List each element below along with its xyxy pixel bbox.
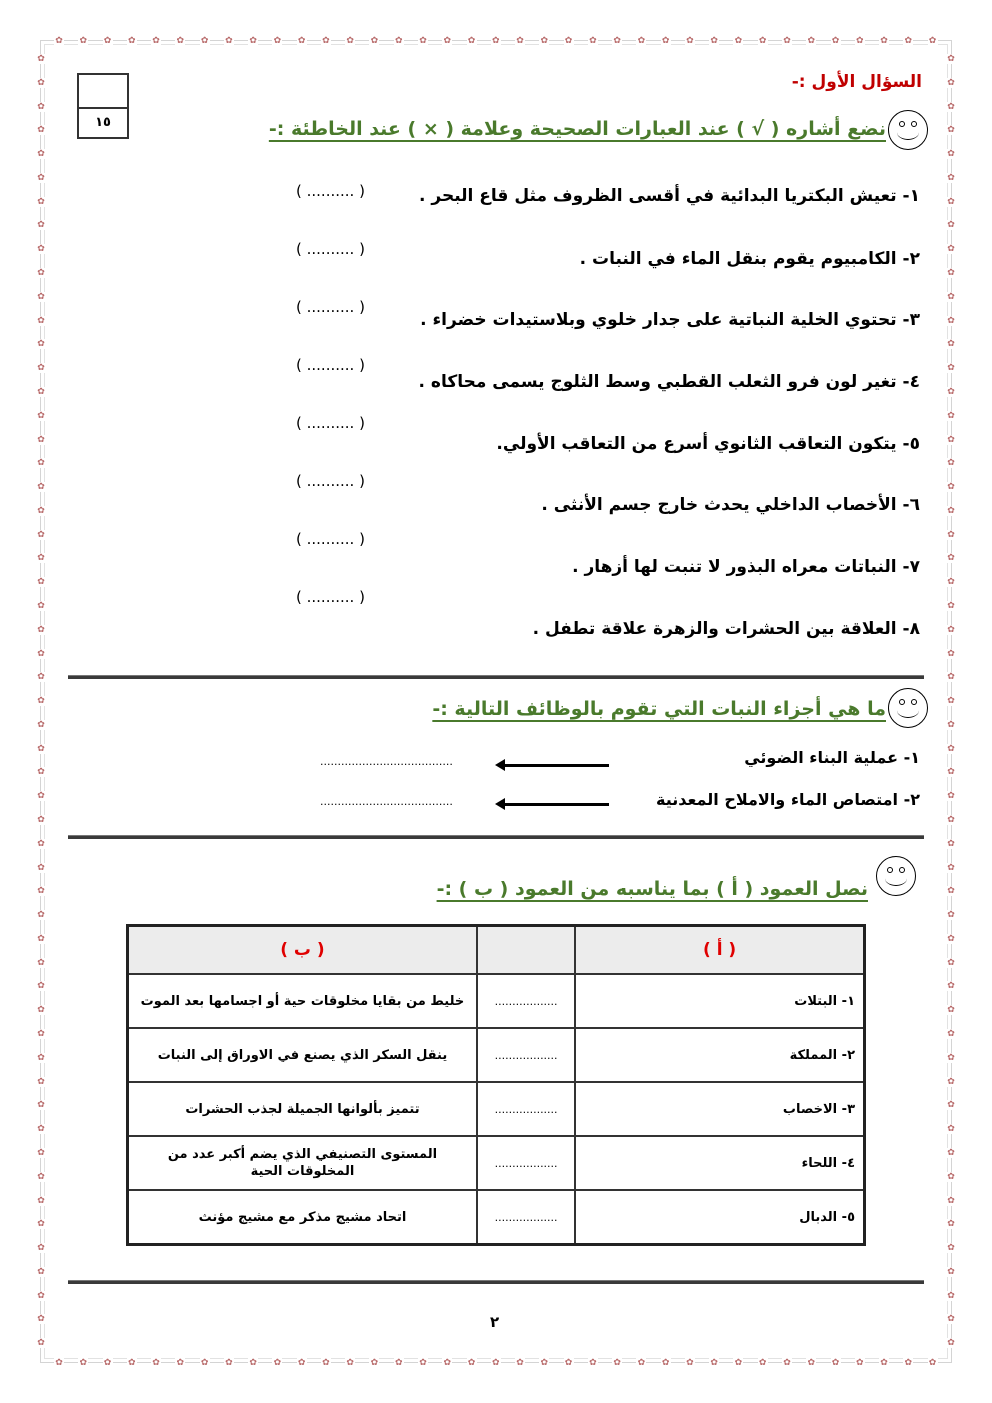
border-ornament-icon: ✿ [128, 36, 136, 46]
border-ornaments-top [54, 36, 938, 46]
border-ornament-icon: ✿ [37, 719, 45, 730]
column-a-header: ( أ ) [575, 926, 864, 975]
border-ornament-icon: ✿ [540, 36, 549, 46]
border-ornament-icon: ✿ [200, 36, 209, 46]
border-ornament-icon: ✿ [807, 1358, 815, 1368]
border-ornament-icon: ✿ [55, 36, 63, 46]
column-answer-header [477, 926, 575, 975]
column-a-cell: ٥- الدبال [575, 1190, 864, 1245]
border-ornament-icon: ✿ [467, 1358, 476, 1368]
border-ornament-icon: ✿ [686, 36, 694, 46]
border-ornament-icon: ✿ [947, 1243, 955, 1254]
statement-4: ٤- تغير لون فرو الثعلب القطبي وسط الثلوج يسمى محاكاه . [418, 372, 920, 392]
border-ornament-icon: ✿ [613, 36, 621, 46]
border-ornament-icon: ✿ [947, 1266, 955, 1277]
border-ornament-icon: ✿ [589, 1358, 597, 1368]
border-ornament-icon: ✿ [249, 1358, 257, 1368]
section3-heading: نصل العمود ( أ ) بما يناسبه من العمود ( ب ) :- [436, 878, 868, 900]
section-divider [68, 675, 924, 679]
border-ornament-icon: ✿ [37, 553, 45, 564]
border-ornament-icon: ✿ [947, 529, 955, 540]
border-ornament-icon: ✿ [37, 696, 45, 707]
border-ornament-icon: ✿ [394, 36, 403, 46]
answer-blank-cell[interactable]: .................. [477, 1190, 575, 1245]
statement-7: ٧- النباتات معراه البذور لا تنبت لها أزهار . [572, 557, 920, 577]
border-ornament-icon: ✿ [37, 1005, 45, 1016]
border-ornament-icon: ✿ [947, 910, 955, 921]
border-ornament-icon: ✿ [419, 36, 427, 46]
border-ornament-icon: ✿ [516, 36, 524, 46]
border-ornament-icon: ✿ [37, 149, 45, 160]
border-ornament-icon: ✿ [37, 1147, 45, 1158]
border-ornament-icon: ✿ [947, 101, 955, 112]
border-ornament-icon: ✿ [589, 36, 597, 46]
question-title: السؤال الأول :- [791, 72, 922, 92]
border-ornament-icon: ✿ [37, 268, 45, 279]
border-ornament-icon: ✿ [540, 1358, 549, 1368]
border-ornament-icon: ✿ [37, 743, 45, 754]
column-b-cell: ينقل السكر الذي يصنع في الاوراق إلى النبات [128, 1028, 477, 1082]
border-ornament-icon: ✿ [225, 1358, 233, 1368]
border-ornament-icon: ✿ [37, 363, 45, 374]
border-ornament-icon: ✿ [947, 600, 955, 611]
border-ornament-icon: ✿ [947, 434, 955, 445]
answer-blank-6[interactable]: ( .......... ) [296, 472, 365, 490]
border-ornament-icon: ✿ [37, 838, 45, 849]
border-ornament-icon: ✿ [79, 36, 88, 46]
border-ornament-icon: ✿ [103, 36, 112, 46]
border-ornament-icon: ✿ [322, 1358, 330, 1368]
border-ornament-icon: ✿ [564, 1358, 573, 1368]
border-ornament-icon: ✿ [516, 1358, 524, 1368]
border-ornament-icon: ✿ [443, 1358, 452, 1368]
border-ornament-icon: ✿ [831, 36, 840, 46]
border-ornament-icon: ✿ [831, 1358, 840, 1368]
border-ornament-icon: ✿ [947, 196, 955, 207]
answer-blank-cell[interactable]: .................. [477, 1136, 575, 1190]
table-row [128, 1028, 865, 1082]
border-ornament-icon: ✿ [661, 1358, 670, 1368]
border-ornament-icon: ✿ [37, 125, 45, 136]
answer-blank-1[interactable]: ( .......... ) [296, 182, 365, 200]
border-ornament-icon: ✿ [37, 339, 45, 350]
smiley-face-icon [888, 110, 928, 150]
border-ornament-icon: ✿ [947, 577, 955, 588]
border-ornament-icon: ✿ [947, 315, 955, 326]
column-b-cell: خليط من بقايا مخلوقات حية أو اجسامها بعد الموت [128, 974, 477, 1028]
border-ornament-icon: ✿ [947, 1171, 955, 1182]
border-ornament-icon: ✿ [37, 767, 45, 778]
answer-blank-2[interactable]: ( .......... ) [296, 240, 365, 258]
border-ornament-icon: ✿ [37, 815, 45, 825]
column-b-cell: اتحاد مشيج مذكر مع مشيج مؤنث [128, 1190, 477, 1245]
border-ornament-icon: ✿ [492, 36, 500, 46]
border-ornament-icon: ✿ [947, 838, 955, 849]
border-ornament-icon: ✿ [37, 244, 45, 255]
answer-blank-5[interactable]: ( .......... ) [296, 414, 365, 432]
border-ornament-icon: ✿ [947, 386, 955, 397]
border-ornaments-bottom [54, 1358, 938, 1368]
section-divider [68, 1280, 924, 1284]
border-ornament-icon: ✿ [947, 1147, 955, 1158]
border-ornament-icon: ✿ [37, 862, 45, 873]
function-item-2: ٢- امتصاص الماء والاملاح المعدنية [656, 790, 920, 809]
statement-3: ٣- تحتوي الخلية النباتية على جدار خلوي وبلاستيدات خضراء . [420, 310, 920, 330]
border-ornament-icon: ✿ [37, 933, 45, 944]
statement-1: ١- تعيش البكتريا البدائية في أقسى الظروف مثل قاع البحر . [419, 186, 920, 206]
table-row [128, 1190, 865, 1245]
border-ornament-icon: ✿ [947, 743, 955, 754]
border-ornament-icon: ✿ [880, 36, 888, 46]
border-ornament-icon: ✿ [394, 1358, 403, 1368]
border-ornament-icon: ✿ [947, 482, 955, 493]
border-ornament-icon: ✿ [613, 1358, 621, 1368]
function-item-1: ١- عملية البناء الضوئي [744, 748, 920, 767]
table-row [128, 1136, 865, 1190]
column-a-cell: ٣- الاخصاب [575, 1082, 864, 1136]
border-ornament-icon: ✿ [947, 624, 955, 635]
border-ornament-icon: ✿ [37, 1338, 45, 1349]
arrow-left-icon [503, 803, 609, 806]
border-ornament-icon: ✿ [710, 36, 718, 46]
border-ornament-icon: ✿ [37, 54, 45, 64]
border-ornament-icon: ✿ [103, 1358, 112, 1368]
border-ornament-icon: ✿ [37, 529, 45, 540]
column-a-cell: ٤- اللحاء [575, 1136, 864, 1190]
smiley-face-icon [888, 688, 928, 728]
border-ornament-icon: ✿ [947, 933, 955, 944]
border-ornament-icon: ✿ [947, 1290, 955, 1301]
border-ornament-icon: ✿ [273, 36, 282, 46]
border-ornament-icon: ✿ [152, 36, 160, 46]
column-b-cell: المستوى التصنيفي الذي يضم أكبر عدد من المخلوقات الحية [128, 1136, 477, 1190]
border-ornament-icon: ✿ [322, 36, 330, 46]
border-ornament-icon: ✿ [928, 36, 937, 46]
border-ornament-icon: ✿ [947, 339, 955, 350]
border-ornament-icon: ✿ [947, 291, 955, 302]
border-ornament-icon: ✿ [37, 1266, 45, 1277]
border-ornaments-left [36, 54, 46, 1349]
border-ornament-icon: ✿ [37, 910, 45, 921]
border-ornament-icon: ✿ [37, 482, 45, 493]
border-ornament-icon: ✿ [947, 1219, 955, 1230]
border-ornament-icon: ✿ [37, 386, 45, 397]
border-ornament-icon: ✿ [37, 410, 45, 421]
score-earned-field[interactable] [79, 75, 127, 109]
answer-line-2[interactable]: ...................................... [320, 795, 453, 808]
border-ornament-icon: ✿ [734, 1358, 743, 1368]
border-ornament-icon: ✿ [176, 36, 185, 46]
border-ornament-icon: ✿ [947, 244, 955, 255]
border-ornament-icon: ✿ [37, 77, 45, 88]
border-ornament-icon: ✿ [37, 101, 45, 112]
border-ornament-icon: ✿ [947, 886, 955, 897]
border-ornament-icon: ✿ [758, 1358, 767, 1368]
border-ornament-icon: ✿ [947, 1076, 955, 1087]
border-ornament-icon: ✿ [947, 696, 955, 707]
border-ornament-icon: ✿ [37, 1314, 45, 1325]
border-ornament-icon: ✿ [947, 505, 955, 516]
border-ornament-icon: ✿ [947, 1029, 955, 1040]
border-ornament-icon: ✿ [947, 1124, 955, 1135]
border-ornament-icon: ✿ [128, 1358, 136, 1368]
smiley-face-icon [876, 856, 916, 896]
table-header-row [128, 926, 865, 975]
column-b-cell: تتميز بألوانها الجميلة لجذب الحشرات [128, 1082, 477, 1136]
border-ornament-icon: ✿ [710, 1358, 718, 1368]
border-ornament-icon: ✿ [947, 363, 955, 374]
section1-heading: نضع أشاره ( √ ) عند العبارات الصحيحة وعلامة ( × ) عند الخاطئة :- [268, 118, 886, 140]
border-ornament-icon: ✿ [807, 36, 815, 46]
border-ornament-icon: ✿ [947, 172, 955, 183]
answer-blank-3[interactable]: ( .......... ) [296, 298, 365, 316]
answer-blank-cell[interactable]: .................. [477, 1028, 575, 1082]
border-ornament-icon: ✿ [200, 1358, 209, 1368]
border-ornament-icon: ✿ [37, 600, 45, 611]
table-row [128, 1082, 865, 1136]
border-ornament-icon: ✿ [37, 315, 45, 326]
border-ornament-icon: ✿ [947, 981, 955, 992]
table-row [128, 974, 865, 1028]
border-ornament-icon: ✿ [947, 54, 955, 64]
border-ornament-icon: ✿ [492, 1358, 500, 1368]
border-ornament-icon: ✿ [947, 1052, 955, 1063]
border-ornament-icon: ✿ [37, 196, 45, 207]
border-ornament-icon: ✿ [37, 505, 45, 516]
border-ornament-icon: ✿ [661, 36, 670, 46]
answer-line-1[interactable]: ...................................... [320, 755, 453, 768]
border-ornament-icon: ✿ [947, 815, 955, 825]
border-ornament-icon: ✿ [758, 36, 767, 46]
border-ornament-icon: ✿ [37, 1076, 45, 1087]
border-ornament-icon: ✿ [346, 36, 354, 46]
border-ornament-icon: ✿ [37, 672, 45, 683]
border-ornament-icon: ✿ [419, 1358, 427, 1368]
border-ornament-icon: ✿ [37, 624, 45, 635]
border-ornament-icon: ✿ [947, 1195, 955, 1206]
border-ornament-icon: ✿ [637, 1358, 646, 1368]
answer-blank-7[interactable]: ( .......... ) [296, 530, 365, 548]
border-ornament-icon: ✿ [855, 36, 864, 46]
arrow-left-icon [503, 764, 609, 767]
border-ornament-icon: ✿ [37, 1171, 45, 1182]
border-ornament-icon: ✿ [855, 1358, 864, 1368]
border-ornament-icon: ✿ [947, 862, 955, 873]
border-ornament-icon: ✿ [37, 791, 45, 802]
border-ornament-icon: ✿ [928, 1358, 937, 1368]
border-ornament-icon: ✿ [37, 434, 45, 445]
border-ornament-icon: ✿ [37, 1124, 45, 1135]
answer-blank-8[interactable]: ( .......... ) [296, 588, 365, 606]
border-ornaments-right [946, 54, 956, 1349]
border-ornament-icon: ✿ [783, 1358, 791, 1368]
border-ornament-icon: ✿ [37, 172, 45, 183]
border-ornament-icon: ✿ [176, 1358, 185, 1368]
section2-heading: ما هي أجزاء النبات التي تقوم بالوظائف التالية :- [432, 698, 886, 720]
statement-6: ٦- الأخصاب الداخلي يحدث خارج جسم الأنثى . [541, 495, 920, 515]
border-ornament-icon: ✿ [947, 1005, 955, 1016]
border-ornament-icon: ✿ [947, 767, 955, 778]
border-ornament-icon: ✿ [947, 268, 955, 279]
border-ornament-icon: ✿ [947, 719, 955, 730]
border-ornament-icon: ✿ [947, 553, 955, 564]
border-ornament-icon: ✿ [37, 1052, 45, 1063]
border-ornament-icon: ✿ [947, 957, 955, 968]
section-divider [68, 835, 924, 839]
border-ornament-icon: ✿ [564, 36, 573, 46]
border-ornament-icon: ✿ [880, 1358, 888, 1368]
border-ornament-icon: ✿ [55, 1358, 63, 1368]
page-number: ٢ [490, 1313, 500, 1331]
score-total: ١٥ [95, 115, 111, 130]
statement-8: ٨- العلاقة بين الحشرات والزهرة علاقة تطفل . [532, 619, 920, 639]
answer-blank-4[interactable]: ( .......... ) [296, 356, 365, 374]
border-ornament-icon: ✿ [37, 886, 45, 897]
border-ornament-icon: ✿ [37, 458, 45, 469]
border-ornament-icon: ✿ [37, 1100, 45, 1111]
border-ornament-icon: ✿ [467, 36, 476, 46]
border-ornament-icon: ✿ [37, 981, 45, 992]
border-ornament-icon: ✿ [37, 291, 45, 302]
border-ornament-icon: ✿ [370, 36, 379, 46]
column-a-cell: ١- البتلات [575, 974, 864, 1028]
border-ornament-icon: ✿ [346, 1358, 354, 1368]
border-ornament-icon: ✿ [297, 36, 306, 46]
border-ornament-icon: ✿ [37, 1219, 45, 1230]
border-ornament-icon: ✿ [79, 1358, 88, 1368]
statement-5: ٥- يتكون التعاقب الثانوي أسرع من التعاقب الأولي. [496, 434, 920, 454]
border-ornament-icon: ✿ [37, 1029, 45, 1040]
border-ornament-icon: ✿ [152, 1358, 160, 1368]
border-ornament-icon: ✿ [686, 1358, 694, 1368]
column-b-header: ( ب ) [128, 926, 477, 975]
statement-2: ٢- الكامبيوم يقوم بنقل الماء في النبات . [579, 249, 920, 269]
border-ornament-icon: ✿ [297, 1358, 306, 1368]
border-ornament-icon: ✿ [225, 36, 233, 46]
border-ornament-icon: ✿ [37, 1290, 45, 1301]
answer-blank-cell[interactable]: .................. [477, 1082, 575, 1136]
border-ornament-icon: ✿ [947, 1338, 955, 1349]
border-ornament-icon: ✿ [947, 1100, 955, 1111]
border-ornament-icon: ✿ [37, 577, 45, 588]
border-ornament-icon: ✿ [947, 125, 955, 136]
border-ornament-icon: ✿ [37, 1243, 45, 1254]
border-ornament-icon: ✿ [443, 36, 452, 46]
matching-table [126, 924, 866, 1246]
border-ornament-icon: ✿ [947, 458, 955, 469]
border-ornament-icon: ✿ [947, 672, 955, 683]
border-ornament-icon: ✿ [734, 36, 743, 46]
border-ornament-icon: ✿ [947, 791, 955, 802]
border-ornament-icon: ✿ [947, 149, 955, 160]
border-ornament-icon: ✿ [637, 36, 646, 46]
border-ornament-icon: ✿ [370, 1358, 379, 1368]
border-ornament-icon: ✿ [904, 36, 913, 46]
border-ornament-icon: ✿ [947, 410, 955, 421]
border-ornament-icon: ✿ [273, 1358, 282, 1368]
border-ornament-icon: ✿ [904, 1358, 913, 1368]
border-ornament-icon: ✿ [783, 36, 791, 46]
score-box [77, 73, 129, 139]
border-ornament-icon: ✿ [947, 1314, 955, 1325]
border-ornament-icon: ✿ [947, 220, 955, 231]
border-ornament-icon: ✿ [37, 957, 45, 968]
border-ornament-icon: ✿ [37, 1195, 45, 1206]
border-ornament-icon: ✿ [37, 220, 45, 231]
border-ornament-icon: ✿ [947, 77, 955, 88]
answer-blank-cell[interactable]: .................. [477, 974, 575, 1028]
border-ornament-icon: ✿ [249, 36, 257, 46]
border-ornament-icon: ✿ [37, 648, 45, 659]
border-ornament-icon: ✿ [947, 648, 955, 659]
column-a-cell: ٢- المملكة [575, 1028, 864, 1082]
